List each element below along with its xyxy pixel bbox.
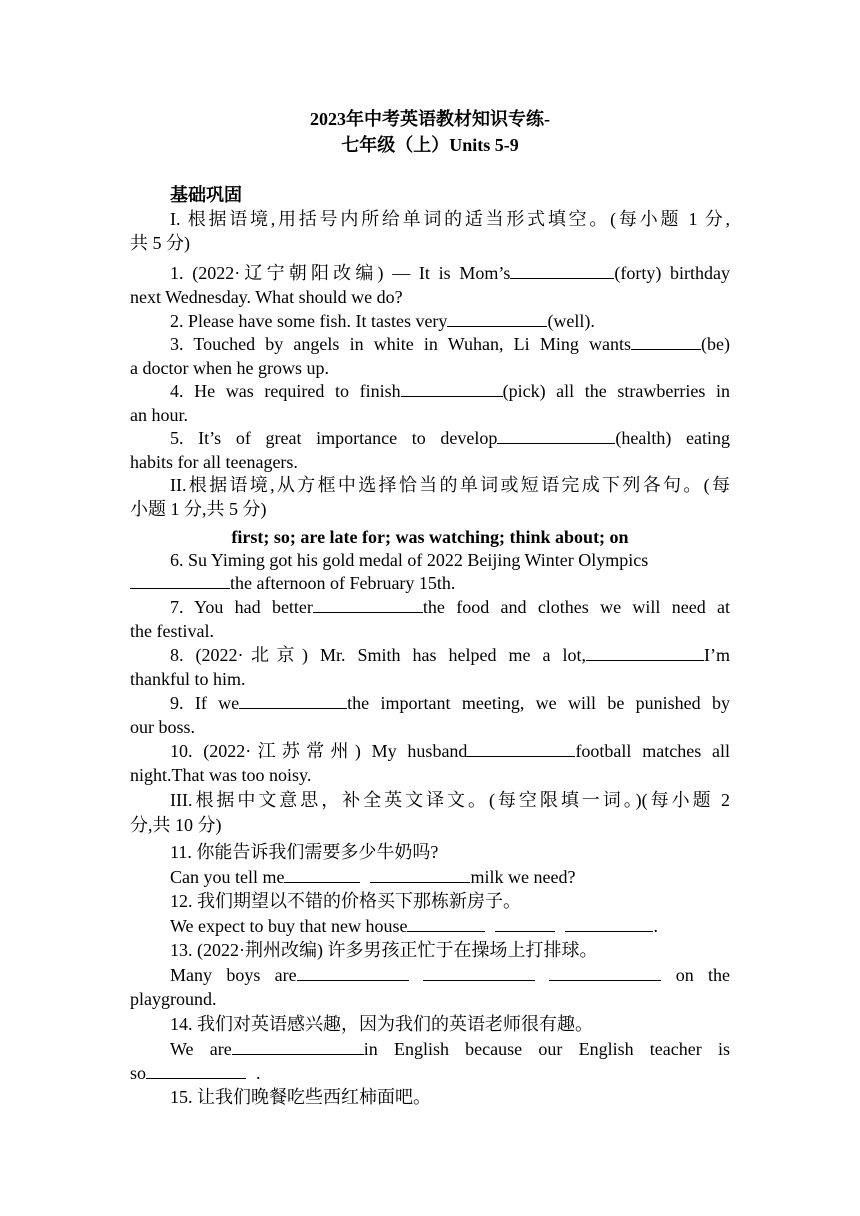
question-10-cont: night.That was too noisy. bbox=[130, 765, 312, 785]
answer-blank[interactable] bbox=[565, 915, 653, 932]
question-2: 2. Please have some fish. It tastes very (well). bbox=[170, 311, 595, 331]
question-4: 4. He was required to finish (pick) all the strawberries in bbox=[170, 381, 730, 401]
question-1: 1. (2022·辽宁朝阳改编) — It is Mom’s (forty) birthday bbox=[170, 263, 731, 283]
part2-heading-cont: 小题 1 分,共 5 分) bbox=[130, 499, 267, 519]
question-1-cont: next Wednesday. What should we do? bbox=[130, 287, 403, 307]
question-3-cont: a doctor when he grows up. bbox=[130, 358, 329, 378]
question-13: Many boys are on the bbox=[170, 965, 731, 985]
question-7-cont: the festival. bbox=[130, 621, 214, 641]
question-15-chinese: 15. 让我们晚餐吃些西红柿面吧。 bbox=[170, 1087, 431, 1107]
question-5: 5. It’s of great importance to develop (health) eating bbox=[170, 428, 731, 448]
question-9: 9. If we the important meeting, we will be punished by bbox=[170, 693, 730, 713]
answer-blank[interactable] bbox=[423, 964, 535, 981]
answer-blank[interactable] bbox=[401, 380, 503, 397]
answer-blank[interactable] bbox=[146, 1062, 246, 1079]
answer-blank[interactable] bbox=[510, 262, 614, 279]
answer-blank[interactable] bbox=[497, 427, 615, 444]
question-14-chinese: 14. 我们对英语感兴趣，因为我们的英语老师很有趣。 bbox=[170, 1014, 593, 1034]
question-3: 3. Touched by angels in white in Wuhan, Li Ming wants (be) bbox=[170, 334, 730, 354]
doc-title-line1: 2023年中考英语教材知识专练- bbox=[310, 109, 550, 129]
part1-heading-cont: 共 5 分) bbox=[130, 233, 190, 253]
answer-blank[interactable] bbox=[467, 740, 575, 757]
question-6-cont: the afternoon of February 15th. bbox=[130, 572, 730, 594]
answer-blank[interactable] bbox=[370, 866, 470, 883]
question-10: 10. (2022·江苏常州) My husband football matches all bbox=[170, 741, 731, 761]
answer-blank[interactable] bbox=[407, 915, 485, 932]
question-13-cont: playground. bbox=[130, 989, 217, 1009]
doc-title-line2: 七年级（上）Units 5-9 bbox=[341, 135, 519, 155]
part2-heading: II.根据语境,从方框中选择恰当的单词或短语完成下列各句。(每 bbox=[170, 475, 730, 495]
question-5-cont: habits for all teenagers. bbox=[130, 452, 298, 472]
answer-blank[interactable] bbox=[447, 310, 547, 327]
answer-blank[interactable] bbox=[313, 596, 423, 613]
answer-blank[interactable] bbox=[549, 964, 661, 981]
question-6: 6. Su Yiming got his gold medal of 2022 Beijing Winter Olympics bbox=[170, 550, 649, 570]
answer-blank[interactable] bbox=[232, 1038, 364, 1055]
answer-blank[interactable] bbox=[631, 333, 701, 350]
answer-blank[interactable] bbox=[130, 572, 230, 589]
section-heading: 基础巩固 bbox=[170, 185, 242, 205]
question-14: We are in English because our English teacher is bbox=[170, 1039, 730, 1059]
part3-heading: III.根据中文意思，补全英文译文。(每空限填一词。)(每小题 2 bbox=[170, 790, 730, 810]
question-13-chinese: 13. (2022·荆州改编) 许多男孩正忙于在操场上打排球。 bbox=[170, 940, 598, 960]
answer-blank[interactable] bbox=[495, 915, 555, 932]
question-11: Can you tell me milk we need? bbox=[170, 867, 576, 887]
question-12-chinese: 12. 我们期望以不错的价格买下那栋新房子。 bbox=[170, 891, 521, 911]
answer-blank[interactable] bbox=[297, 964, 409, 981]
question-8: 8. (2022·北京) Mr. Smith has helped me a lot, I’m bbox=[170, 645, 730, 665]
question-7: 7. You had better the food and clothes we will need at bbox=[170, 597, 730, 617]
question-4-cont: an hour. bbox=[130, 405, 188, 425]
answer-blank[interactable] bbox=[586, 644, 704, 661]
question-14-cont: so . bbox=[130, 1063, 261, 1083]
part3-heading-cont: 分,共 10 分) bbox=[130, 815, 222, 835]
answer-blank[interactable] bbox=[284, 866, 360, 883]
question-11-chinese: 11. 你能告诉我们需要多少牛奶吗? bbox=[170, 842, 439, 862]
question-9-cont: our boss. bbox=[130, 717, 196, 737]
question-12: We expect to buy that new house . bbox=[170, 916, 658, 936]
answer-blank[interactable] bbox=[239, 692, 347, 709]
word-box: first; so; are late for; was watching; think about; on bbox=[231, 527, 629, 547]
part1-heading: I. 根据语境,用括号内所给单词的适当形式填空。(每小题 1 分, bbox=[170, 209, 730, 229]
question-8-cont: thankful to him. bbox=[130, 669, 246, 689]
